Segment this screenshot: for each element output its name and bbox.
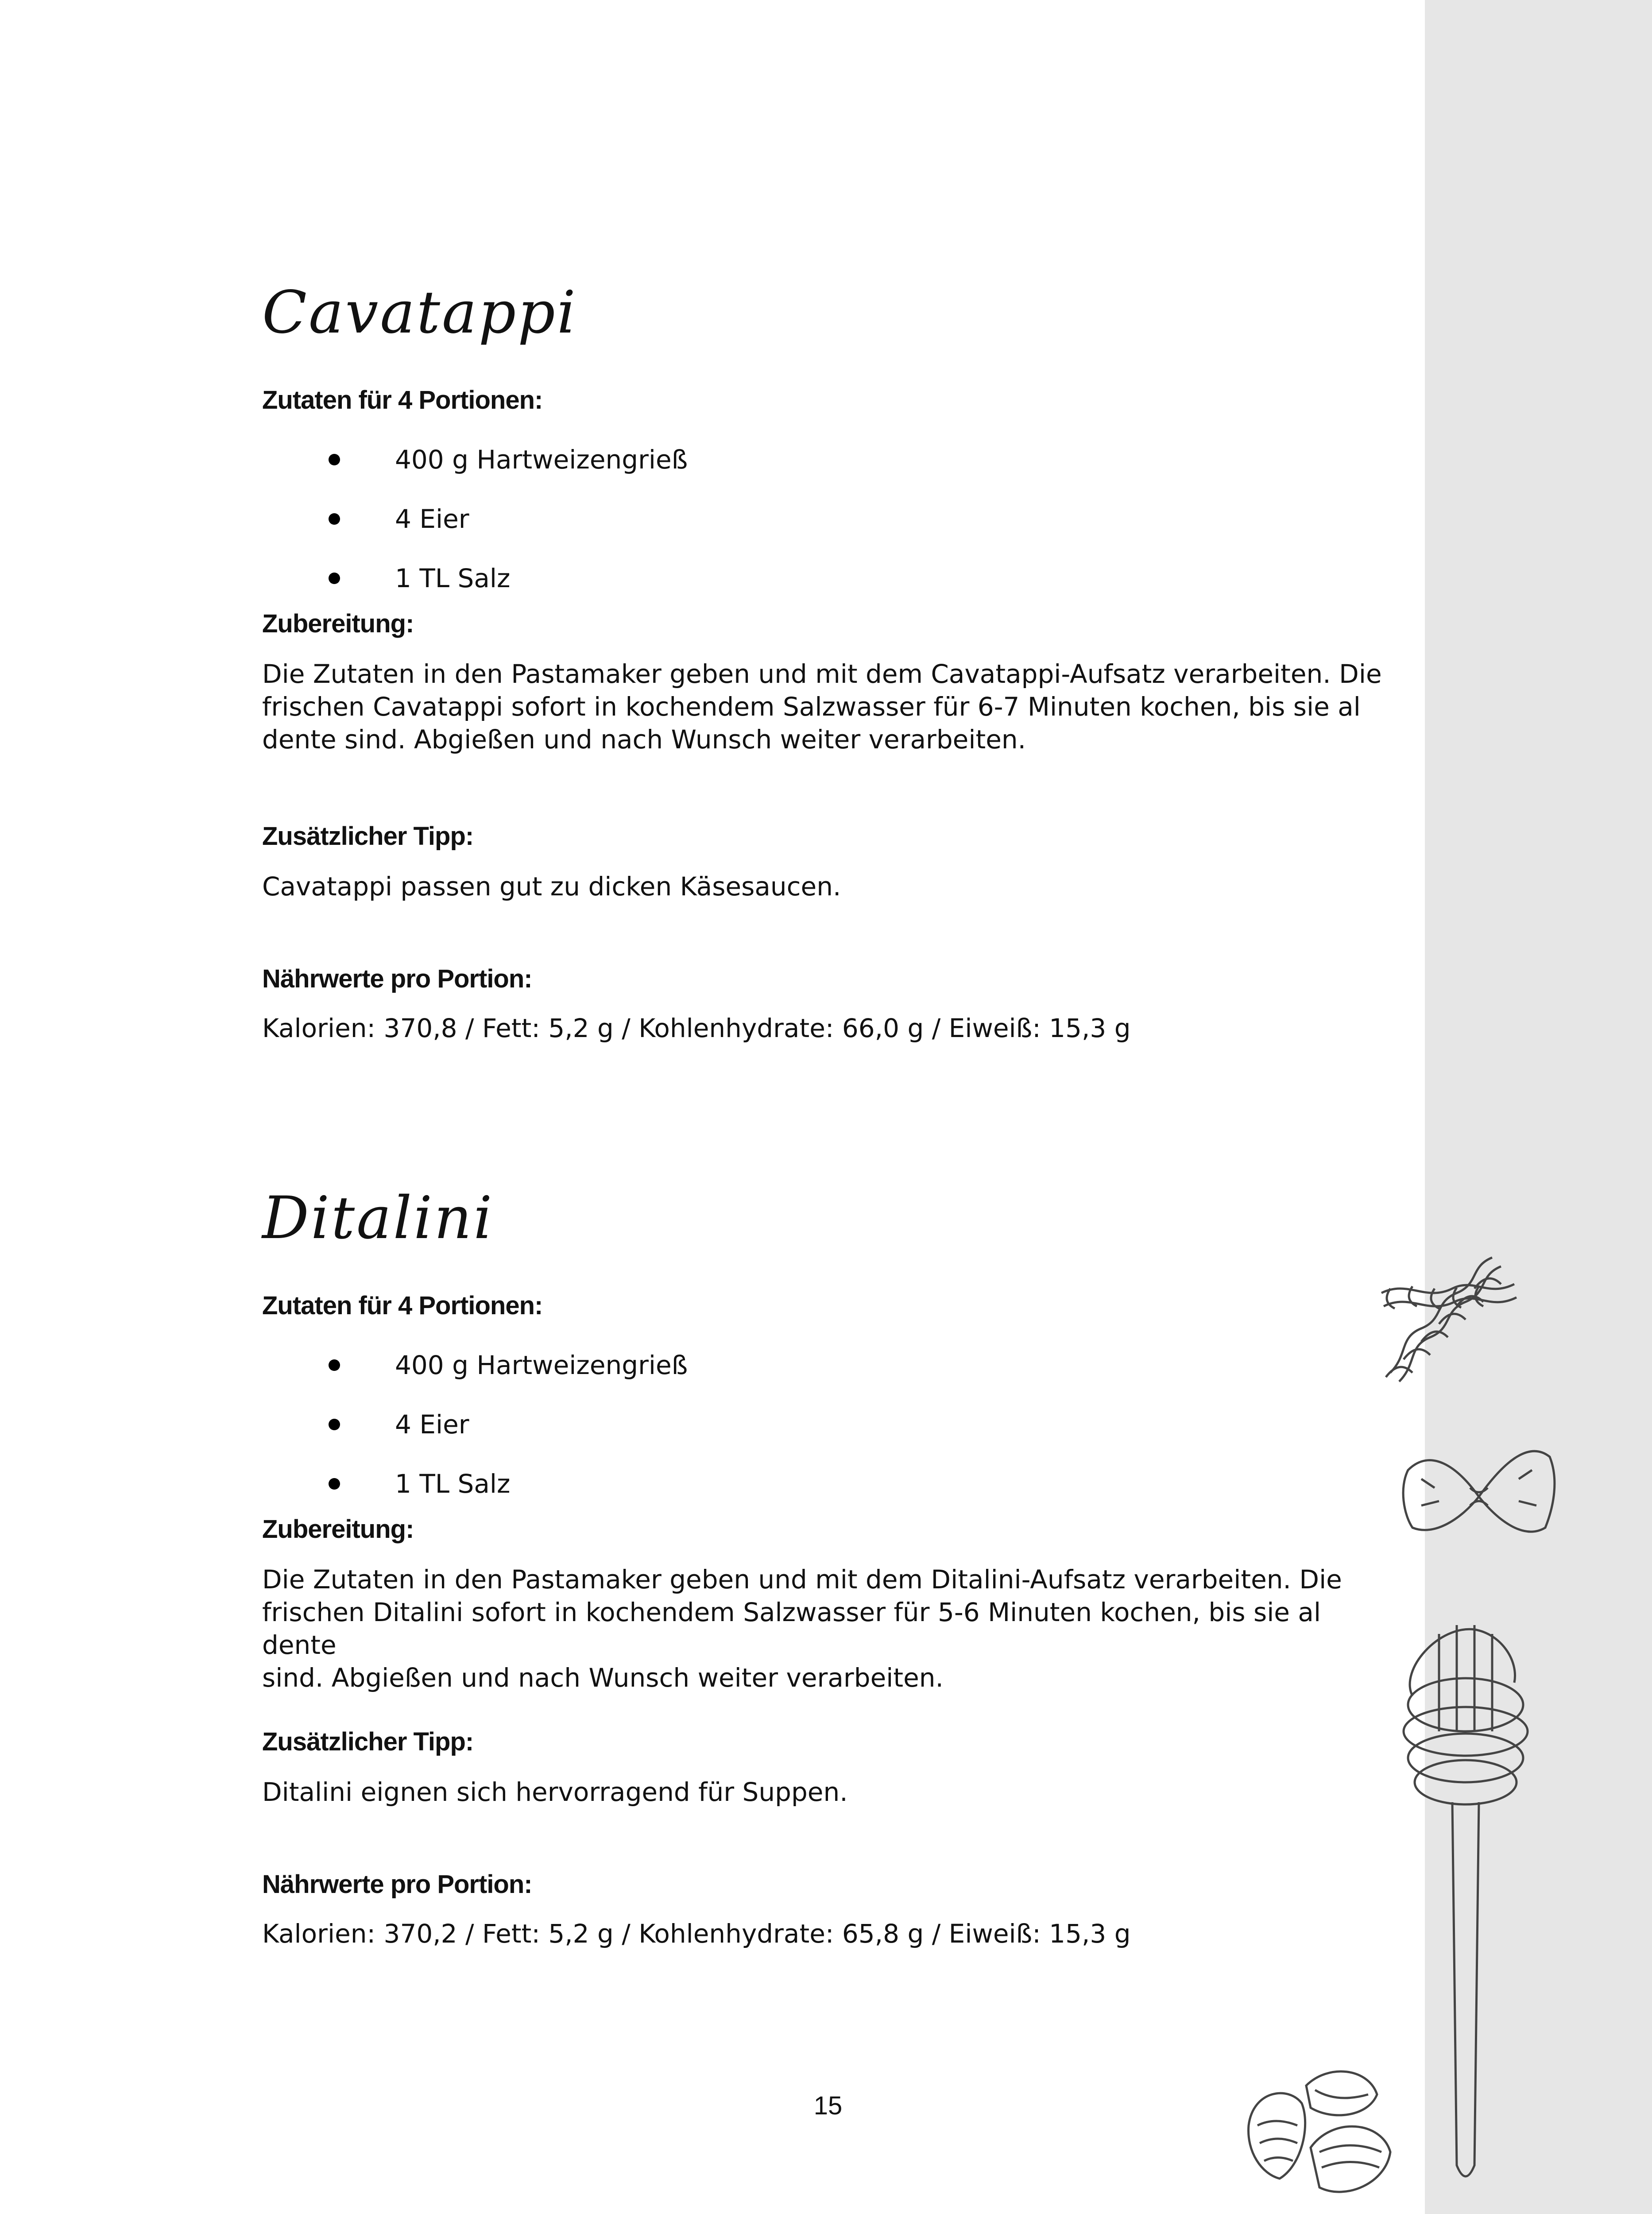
ingredients-list [262, 1351, 1148, 1529]
preparation-heading: Zubereitung: [262, 1515, 414, 1544]
preparation-text: Die Zutaten in den Pastamaker geben und mit dem Cavatappi-Aufsatz verarbeiten. Die frischen Cavatappi sofort in kochendem Salzwasser für 6-7 Minuten kochen, bis sie al dente sind. Abgießen und nach Wunsch weiter verarbeiten. [262, 659, 1382, 755]
bullet-icon [329, 1478, 340, 1490]
list-item: 1 TL Salz [262, 1469, 1148, 1529]
farfalle-illustration-icon [1395, 1430, 1563, 1563]
preparation-heading: Zubereitung: [262, 609, 414, 638]
preparation-text: Die Zutaten in den Pastamaker geben und mit dem Ditalini-Aufsatz verarbeiten. Die frischen Ditalini sofort in kochendem Salzwasser für 5-6 Minuten kochen, bis sie al dente sind. Abgießen und nach Wunsch weiter verarbeiten. [262, 1564, 1342, 1693]
nutrition-text: Kalorien: 370,2 / Fett: 5,2 g / Kohlenhydrate: 65,8 g / Eiweiß: 15,3 g [262, 1919, 1131, 1949]
nutrition-heading: Nährwerte pro Portion: [262, 1870, 532, 1899]
ingredients-list [262, 445, 1148, 623]
bullet-icon [329, 1359, 340, 1371]
list-item: 1 TL Salz [262, 564, 1148, 623]
tip-text: Cavatappi passen gut zu dicken Käsesaucen. [262, 871, 841, 902]
list-item: 400 g Hartweizengrieß [262, 1351, 1148, 1410]
list-item: 400 g Hartweizengrieß [262, 445, 1148, 504]
tip-heading: Zusätzlicher Tipp: [262, 1727, 474, 1756]
tip-heading: Zusätzlicher Tipp: [262, 822, 474, 851]
tip-text: Ditalini eignen sich hervorragend für Suppen. [262, 1777, 848, 1807]
bullet-icon [329, 1419, 340, 1430]
nutrition-text: Kalorien: 370,8 / Fett: 5,2 g / Kohlenhydrate: 66,0 g / Eiweiß: 15,3 g [262, 1013, 1131, 1043]
ingredients-heading: Zutaten für 4 Portionen: [262, 386, 543, 414]
nutrition-heading: Nährwerte pro Portion: [262, 964, 532, 993]
list-item: 4 Eier [262, 504, 1148, 564]
recipe-title: Cavatappi [262, 279, 577, 347]
recipe-title: Ditalini [262, 1184, 494, 1252]
bullet-icon [329, 454, 340, 465]
bullet-icon [329, 573, 340, 584]
conchiglie-illustration-icon [1235, 2059, 1412, 2205]
bullet-icon [329, 513, 340, 525]
fusilli-illustration-icon [1373, 1240, 1532, 1390]
list-item: 4 Eier [262, 1410, 1148, 1469]
page-number: 15 [813, 2091, 843, 2120]
ingredients-heading: Zutaten für 4 Portionen: [262, 1291, 543, 1320]
